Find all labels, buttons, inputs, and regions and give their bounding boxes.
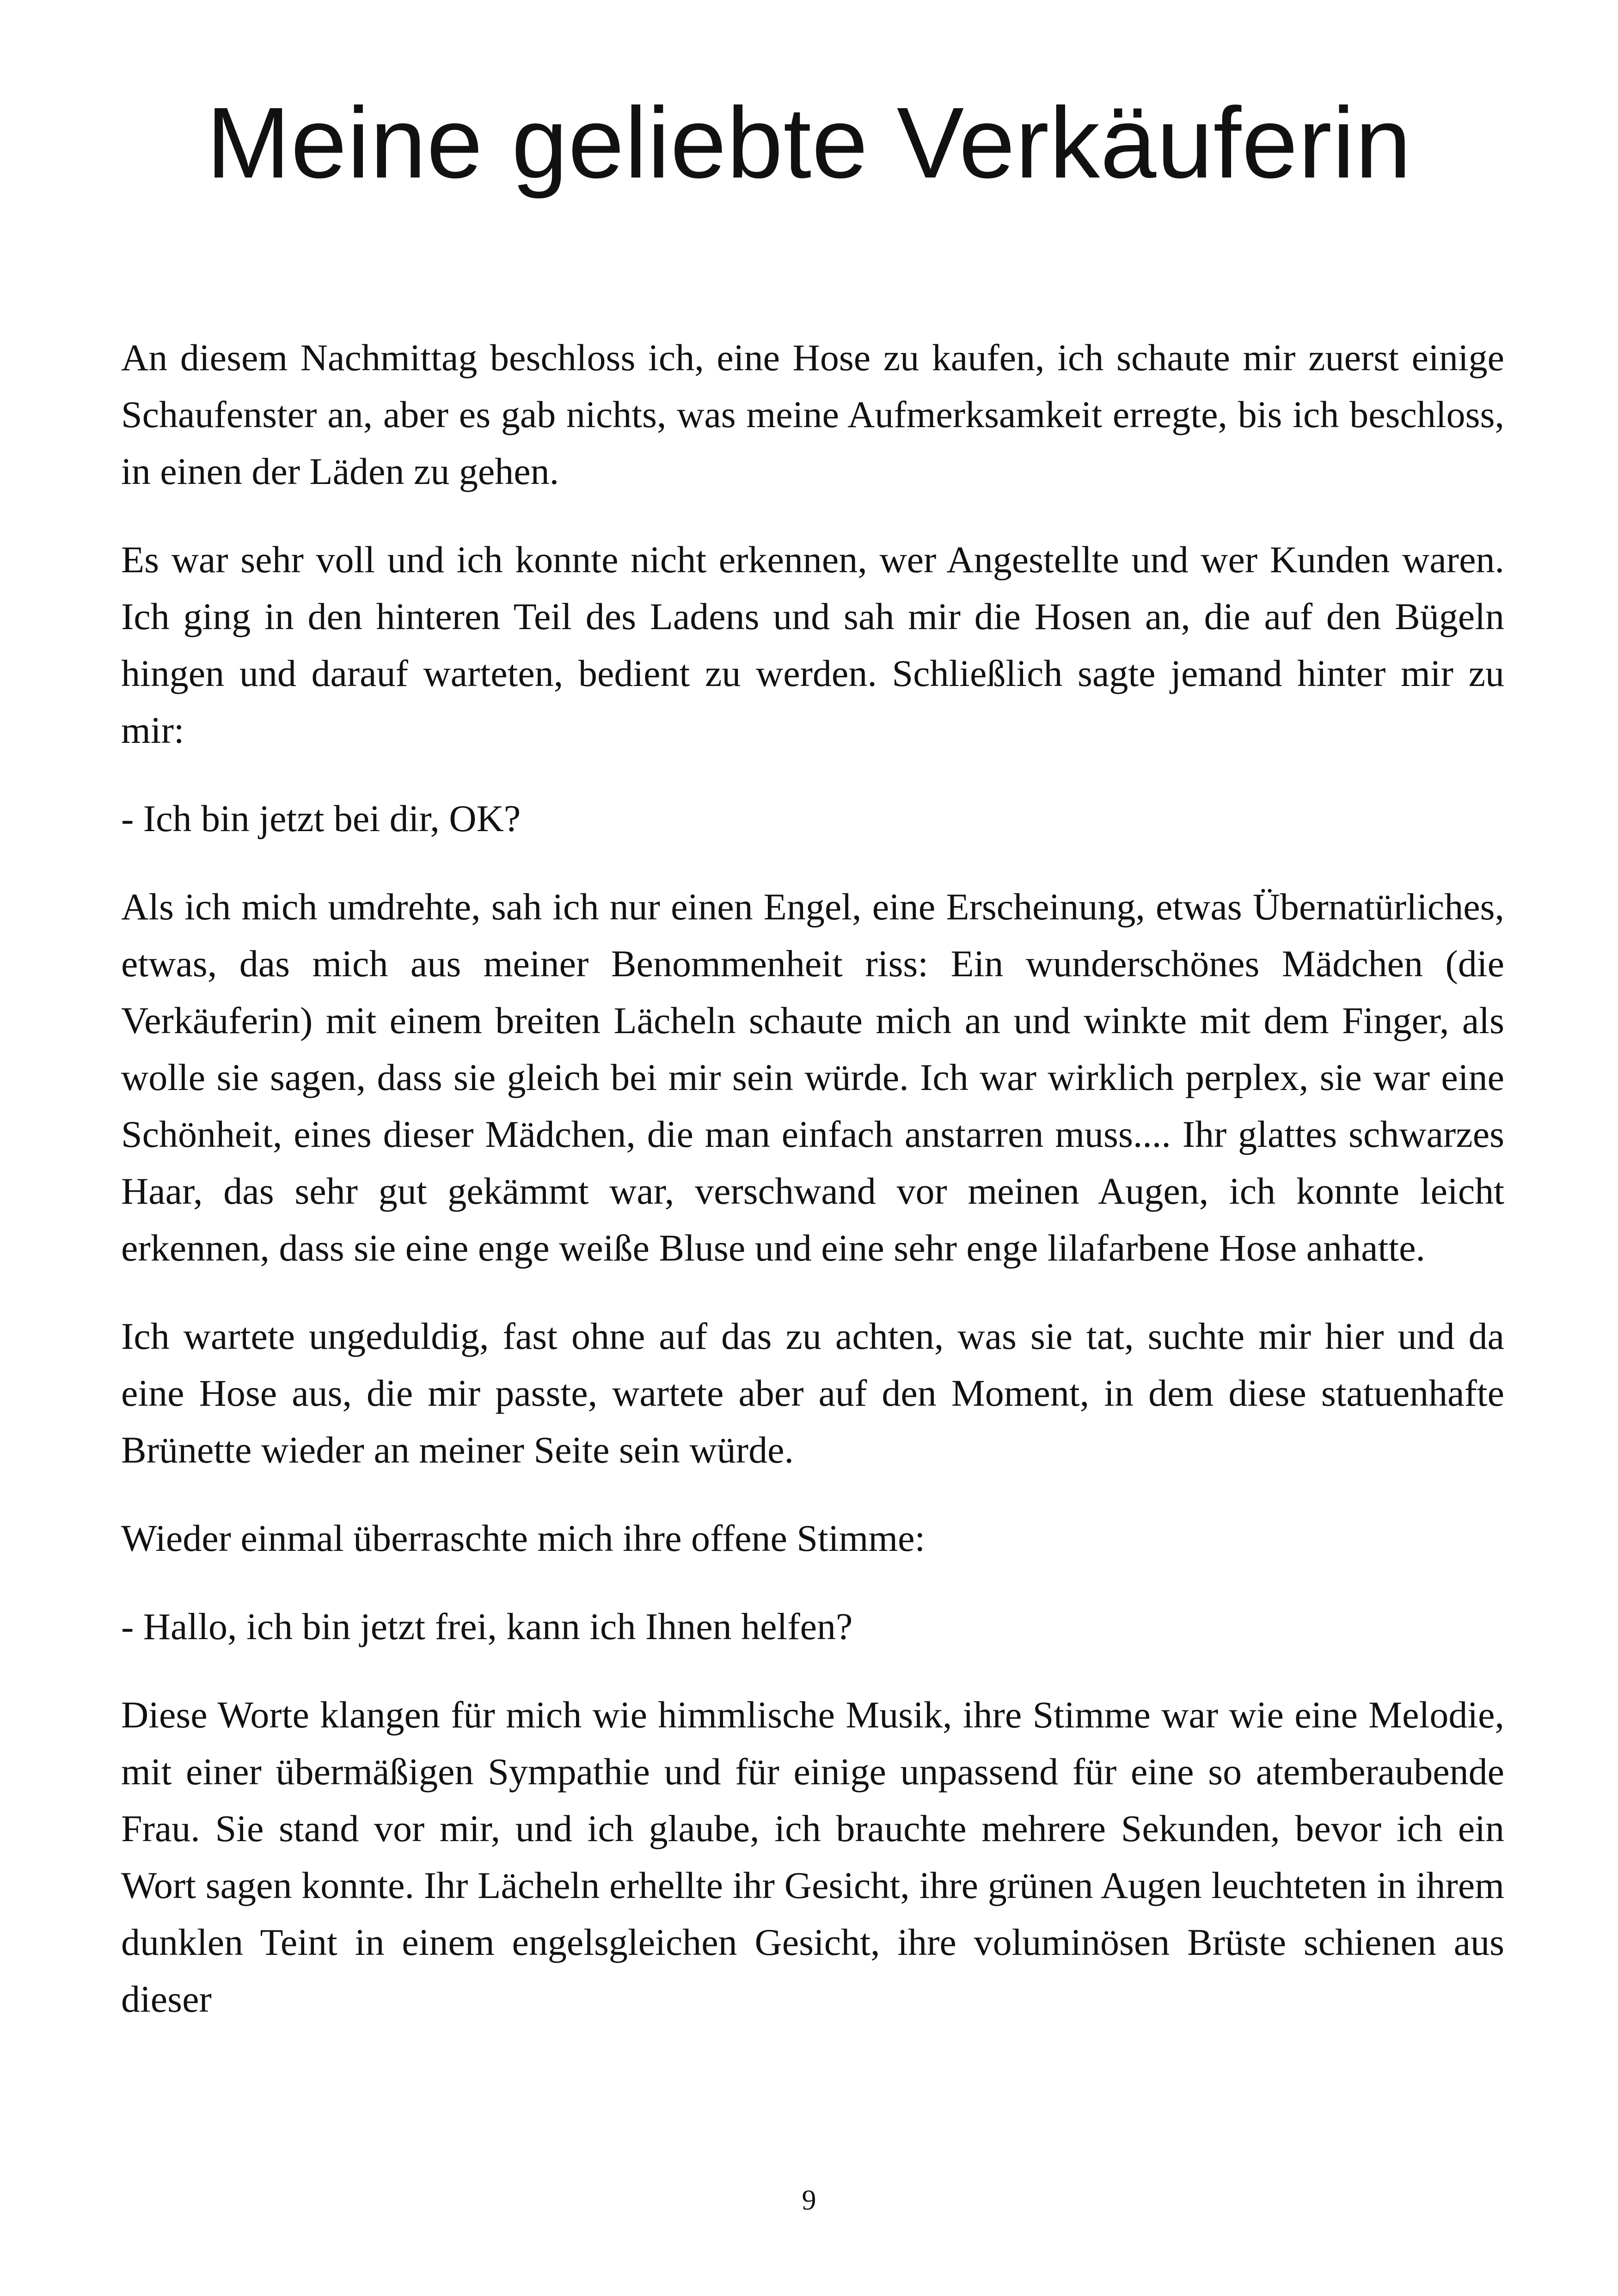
body-text (121, 329, 1504, 2059)
page-number: 9 (802, 2185, 816, 2216)
chapter-title: Meine geliebte Verkäuferin (206, 87, 1412, 199)
paragraph: Ich wartete ungeduldig, fast ohne auf das zu achten, was sie tat, suchte mir hier und da eine Hose aus, die mir passte, wartete aber auf den Moment, in dem diese statuenhafte Brünette wieder an meiner Seite sein würde. (121, 1315, 1504, 1471)
paragraph: Es war sehr voll und ich konnte nicht erkennen, wer Angestellte und wer Kunden waren. Ich ging in den hinteren Teil des Ladens und sah mir die Hosen an, die auf den Bügeln hingen und darauf warteten, bedient zu werden. Schließlich sagte jemand hinter mir zu mir: (121, 539, 1504, 751)
dialogue-line: - Ich bin jetzt bei dir, OK? (121, 797, 521, 839)
paragraph: An diesem Nachmittag beschloss ich, eine Hose zu kaufen, ich schaute mir zuerst einige Schaufenster an, aber es gab nichts, was meine Aufmerksamkeit erregte, bis ich beschloss, in einen der Läden zu gehen. (121, 337, 1504, 492)
dialogue-line: - Hallo, ich bin jetzt frei, kann ich Ihnen helfen? (121, 1605, 853, 1647)
paragraph: Wieder einmal überraschte mich ihre offene Stimme: (121, 1517, 925, 1559)
paragraph: Diese Worte klangen für mich wie himmlische Musik, ihre Stimme war wie eine Melodie, mit einer übermäßigen Sympathie und für einige unpassend für eine so atemberaubende Frau. Sie stand vor mir, und ich glaube, ich brauchte mehrere Sekunden, bevor ich ein Wort sagen konnte. Ihr Lächeln erhellte ihr Gesicht, ihre grünen Augen leuchteten in ihrem dunklen Teint in einem engelsgleichen Gesicht, ihre voluminösen Brüste schienen aus dieser (121, 1694, 1504, 2020)
paragraph: Als ich mich umdrehte, sah ich nur einen Engel, eine Erscheinung, etwas Übernatürliches, etwas, das mich aus meiner Benommenheit riss: Ein wunderschönes Mädchen (die Verkäuferin) mit einem breiten Lächeln schaute mich an und winkte mit dem Finger, als wolle sie sagen, dass sie gleich bei mir sein würde. Ich war wirklich perplex, sie war eine Schönheit, eines dieser Mädchen, die man einfach anstarren muss.... Ihr glattes schwarzes Haar, das sehr gut gekämmt war, verschwand vor meinen Augen, ich konnte leicht erkennen, dass sie eine enge weiße Bluse und eine sehr enge lilafarbene Hose anhatte. (121, 886, 1504, 1269)
